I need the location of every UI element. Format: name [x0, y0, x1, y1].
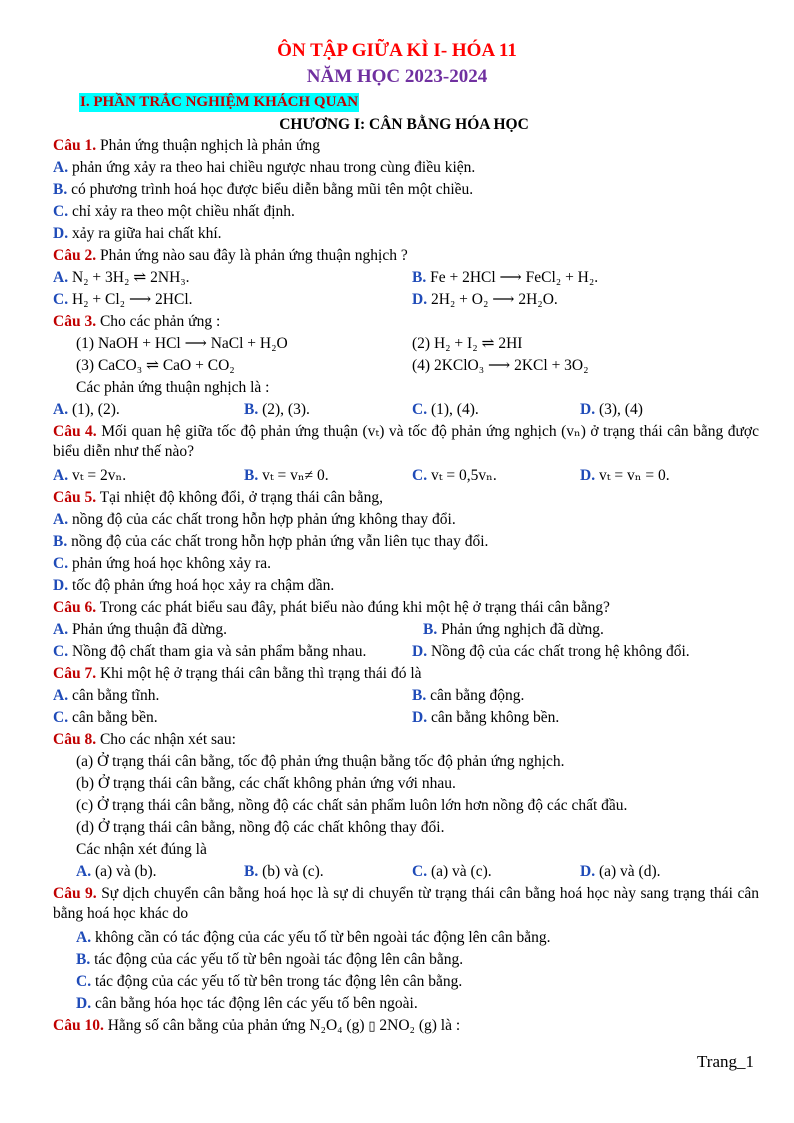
option-label: B.	[244, 863, 259, 880]
question-7	[53, 664, 422, 684]
q5-option-a[interactable]	[53, 510, 456, 530]
q4-option-b[interactable]	[244, 466, 329, 486]
option-label: C.	[53, 709, 69, 726]
question-text: Sự dịch chuyển cân bằng hoá học là sự di chuyển từ trạng thái cân bằng hoá học này sang trạng thái cân bằng hoá học khác do	[53, 885, 759, 922]
question-text: Tại nhiệt độ không đổi, ở trạng thái cân bằng,	[99, 489, 383, 506]
q1-option-c[interactable]	[53, 202, 295, 222]
option-text: vₜ = 2vₙ.	[71, 467, 127, 484]
option-text: nồng độ của các chất trong hỗn hợp phản ứng vẫn liên tục thay đổi.	[71, 533, 489, 550]
question-text: Khi một hệ ở trạng thái cân bằng thì trạng thái đó là	[99, 665, 422, 682]
option-label: B.	[244, 467, 259, 484]
statement-d: (d) Ở trạng thái cân bằng, nồng độ các chất không thay đổi.	[76, 819, 445, 836]
option-label: A.	[53, 269, 69, 286]
option-label: C.	[412, 467, 428, 484]
q2-option-d[interactable]	[412, 290, 558, 310]
option-text: vₜ = vₙ = 0.	[598, 467, 670, 484]
option-text: chỉ xảy ra theo một chiều nhất định.	[71, 203, 295, 220]
question-text-end: 2NO₂ (g) là :	[379, 1017, 461, 1034]
option-label: B.	[76, 951, 91, 968]
question-9	[53, 884, 759, 924]
option-label: A.	[53, 687, 69, 704]
question-label: Câu 6.	[53, 599, 97, 616]
reaction-4: (4) 2KClO₃ ⟶ 2KCl + 3O₂	[412, 357, 589, 374]
q7-option-a[interactable]	[53, 686, 159, 706]
q4-option-d[interactable]	[580, 466, 670, 486]
option-text: (a) và (c).	[430, 863, 492, 880]
option-label: A.	[53, 467, 69, 484]
option-label: A.	[53, 401, 69, 418]
q4-option-c[interactable]	[412, 466, 497, 486]
section-heading: I. PHẦN TRẮC NGHIỆM KHÁCH QUAN	[80, 94, 359, 110]
q6-option-a[interactable]	[53, 620, 227, 640]
question-label: Câu 7.	[53, 665, 97, 682]
statement-c: (c) Ở trạng thái cân bằng, nồng độ các chất sản phẩm luôn lớn hơn nồng độ các chất đầu.	[76, 797, 628, 814]
option-label: A.	[76, 929, 92, 946]
question-label: Câu 9.	[53, 885, 97, 902]
document-subtitle: NĂM HỌC 2023-2024	[306, 66, 488, 87]
question-text: Cho các phản ứng :	[99, 313, 221, 330]
q9-option-a[interactable]	[76, 928, 551, 948]
question-6	[53, 598, 610, 618]
question-2	[53, 246, 408, 266]
statement-b: (b) Ở trạng thái cân bằng, các chất không phản ứng với nhau.	[76, 775, 456, 792]
q3-option-c[interactable]	[412, 400, 479, 420]
option-label: B.	[412, 687, 427, 704]
q1-option-a[interactable]	[53, 158, 475, 178]
option-text: cân bằng động.	[430, 687, 525, 704]
option-label: B.	[423, 621, 438, 638]
q2-option-c[interactable]	[53, 290, 193, 310]
option-text: Phản ứng nghịch đã dừng.	[441, 621, 604, 638]
question-text: Mối quan hệ giữa tốc độ phản ứng thuận (vₜ) và tốc độ phản ứng nghịch (vₙ) ở trạng thái cân bằng được biểu diễn như thế nào?	[53, 423, 759, 460]
question-text: Cho các nhận xét sau:	[99, 731, 236, 748]
q3-option-a[interactable]	[53, 400, 120, 420]
option-label: D.	[53, 225, 69, 242]
option-text: tác động của các yếu tố từ bên trong tác động lên cân bằng.	[94, 973, 463, 990]
option-label: C.	[412, 863, 428, 880]
page-number: Trang_1	[697, 1052, 754, 1071]
option-text: vₜ = 0,5vₙ.	[430, 467, 497, 484]
document-title: ÔN TẬP GIỮA KÌ I- HÓA 11	[277, 40, 517, 61]
option-label: C.	[53, 555, 69, 572]
option-label: B.	[53, 181, 68, 198]
question-text: Trong các phát biểu sau đây, phát biểu nào đúng khi một hệ ở trạng thái cân bằng?	[99, 599, 610, 616]
option-label: A.	[76, 863, 92, 880]
option-text: cân bằng tĩnh.	[71, 687, 160, 704]
q8-option-b[interactable]	[244, 862, 324, 882]
q2-option-a[interactable]	[53, 268, 190, 288]
option-label: D.	[76, 995, 92, 1012]
option-label: D.	[580, 863, 596, 880]
option-text: vₜ = vₙ≠ 0.	[262, 467, 329, 484]
question-prompt: Các nhận xét đúng là	[76, 841, 207, 858]
q7-option-d[interactable]	[412, 708, 559, 728]
q4-option-a[interactable]	[53, 466, 126, 486]
option-text: Nồng độ của các chất trong hệ không đổi.	[430, 643, 690, 660]
option-text: (a) và (d).	[598, 863, 661, 880]
option-text: (a) và (b).	[94, 863, 157, 880]
q7-option-c[interactable]	[53, 708, 158, 728]
q1-option-d[interactable]	[53, 224, 222, 244]
option-text: xảy ra giữa hai chất khí.	[71, 225, 222, 242]
question-label: Câu 3.	[53, 313, 97, 330]
question-label: Câu 8.	[53, 731, 97, 748]
q8-option-c[interactable]	[412, 862, 492, 882]
question-label: Câu 2.	[53, 247, 97, 264]
option-label: D.	[53, 577, 69, 594]
q8-option-d[interactable]	[580, 862, 660, 882]
option-text: (2), (3).	[262, 401, 310, 418]
q8-option-a[interactable]	[76, 862, 156, 882]
statement-a: (a) Ở trạng thái cân bằng, tốc độ phản ứng thuận bằng tốc độ phản ứng nghịch.	[76, 753, 565, 770]
option-label: B.	[53, 533, 68, 550]
q6-option-b[interactable]	[423, 620, 604, 640]
option-text: (1), (4).	[430, 401, 479, 418]
q5-option-b[interactable]	[53, 532, 488, 552]
question-label: Câu 4.	[53, 423, 97, 440]
option-text: không cần có tác động của các yếu tố từ bên ngoài tác động lên cân bằng.	[94, 929, 551, 946]
option-label: A.	[53, 621, 69, 638]
option-text: nồng độ của các chất trong hỗn hợp phản ứng không thay đổi.	[71, 511, 456, 528]
option-text: phản ứng xảy ra theo hai chiều ngược nhau trong cùng điều kiện.	[71, 159, 476, 176]
option-label: D.	[412, 709, 428, 726]
option-label: C.	[412, 401, 428, 418]
option-label: C.	[53, 643, 69, 660]
option-label: C.	[53, 203, 69, 220]
option-text: Fe + 2HCl ⟶ FeCl₂ + H₂.	[430, 269, 599, 286]
option-text: Phản ứng thuận đã dừng.	[71, 621, 227, 638]
q9-option-c[interactable]	[76, 972, 462, 992]
q3-option-d[interactable]	[580, 400, 643, 420]
option-label: D.	[412, 643, 428, 660]
chapter-heading: CHƯƠNG I: CÂN BẰNG HÓA HỌC	[279, 116, 529, 133]
option-text: Nồng độ chất tham gia và sản phẩm bằng nhau.	[71, 643, 367, 660]
option-text: (1), (2).	[71, 401, 120, 418]
option-label: A.	[53, 159, 69, 176]
reaction-2: (2) H₂ + I₂ ⇌ 2HI	[412, 335, 523, 352]
question-8	[53, 730, 236, 750]
q2-option-b[interactable]	[412, 268, 598, 288]
q1-option-b[interactable]	[53, 180, 473, 200]
question-label: Câu 10.	[53, 1017, 104, 1034]
option-label: B.	[412, 269, 427, 286]
question-label: Câu 5.	[53, 489, 97, 506]
option-text: N₂ + 3H₂ ⇌ 2NH₃.	[71, 269, 190, 286]
option-label: C.	[76, 973, 92, 990]
reaction-3: (3) CaCO₃ ⇌ CaO + CO₂	[76, 357, 235, 374]
option-label: D.	[412, 291, 428, 308]
option-text: tác động của các yếu tố từ bên ngoài tác động lên cân bằng.	[94, 951, 464, 968]
reaction-1: (1) NaOH + HCl ⟶ NaCl + H₂O	[76, 335, 288, 352]
option-text: 2H₂ + O₂ ⟶ 2H₂O.	[430, 291, 558, 308]
q5-option-d[interactable]	[53, 576, 334, 596]
question-text: Phản ứng thuận nghịch là phản ứng	[99, 137, 320, 154]
question-10	[53, 1016, 460, 1037]
question-5	[53, 488, 383, 508]
q9-option-b[interactable]	[76, 950, 463, 970]
option-label: B.	[244, 401, 259, 418]
option-text: cân bằng không bền.	[430, 709, 560, 726]
option-text: (3), (4)	[598, 401, 643, 418]
option-text: cân bằng hóa học tác động lên các yếu tố bên ngoài.	[94, 995, 418, 1012]
q9-option-d[interactable]	[76, 994, 418, 1014]
option-text: phản ứng hoá học không xảy ra.	[71, 555, 272, 572]
option-text: H₂ + Cl₂ ⟶ 2HCl.	[71, 291, 193, 308]
question-1	[53, 136, 320, 156]
q3-option-b[interactable]	[244, 400, 310, 420]
option-label: D.	[580, 401, 596, 418]
q7-option-b[interactable]	[412, 686, 524, 706]
q5-option-c[interactable]	[53, 554, 271, 574]
question-label: Câu 1.	[53, 137, 97, 154]
option-label: D.	[580, 467, 596, 484]
q6-option-d[interactable]	[412, 642, 690, 662]
question-4	[53, 422, 759, 462]
option-text: có phương trình hoá học được biểu diễn bằng mũi tên một chiều.	[71, 181, 474, 198]
question-prompt: Các phản ứng thuận nghịch là :	[76, 379, 270, 396]
question-text: Hằng số cân bằng của phản ứng N₂O₄ (g)	[107, 1017, 365, 1034]
question-3	[53, 312, 220, 332]
option-label: A.	[53, 511, 69, 528]
option-text: (b) và (c).	[262, 863, 324, 880]
question-text: Phản ứng nào sau đây là phản ứng thuận nghịch ?	[99, 247, 408, 264]
option-label: C.	[53, 291, 69, 308]
option-text: cân bằng bền.	[71, 709, 158, 726]
q6-option-c[interactable]	[53, 642, 366, 662]
equilibrium-symbol-icon: ▯	[368, 1019, 376, 1034]
option-text: tốc độ phản ứng hoá học xảy ra chậm dần.	[71, 577, 335, 594]
